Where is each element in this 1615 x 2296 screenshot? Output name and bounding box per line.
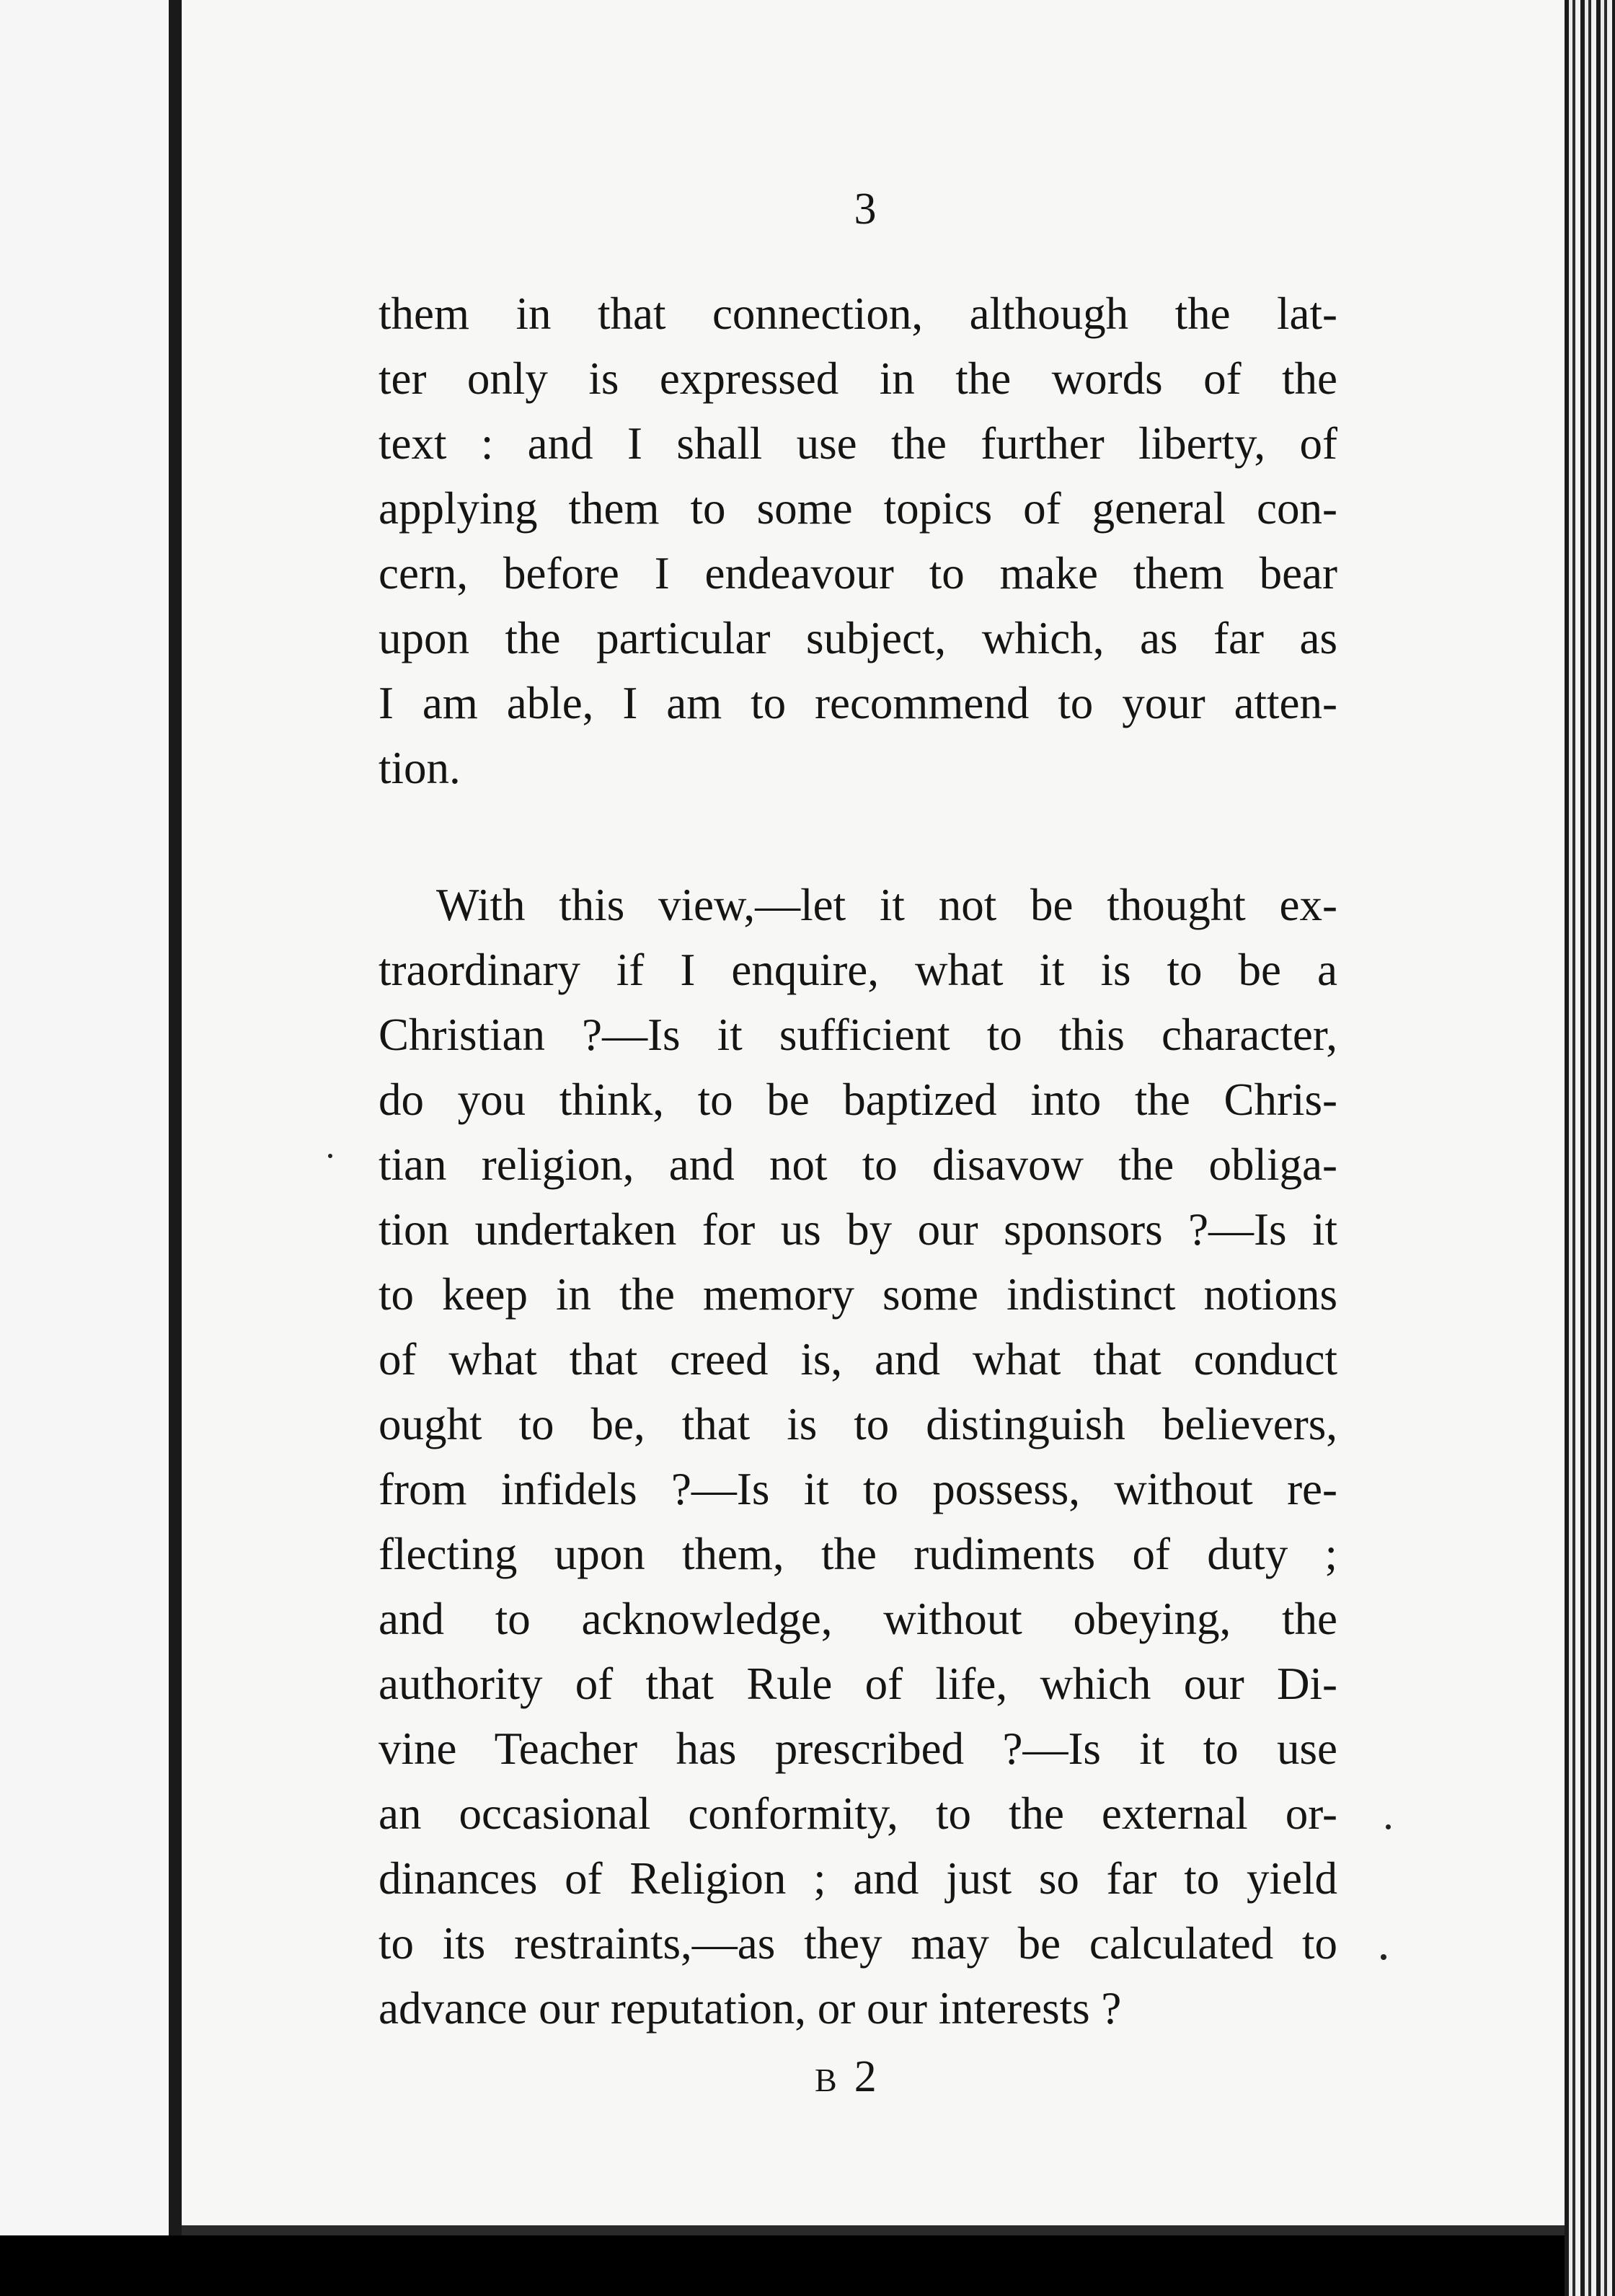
paragraph-2 [379,873,1337,2041]
text-line: vine Teacher has prescribed ?—Is it to use [379,1723,1337,1774]
scan-speck [1381,1954,1386,1960]
text-line: from infidels ?—Is it to possess, without re- [379,1464,1337,1514]
text-line: Christian ?—Is it sufficient to this character, [379,1010,1337,1060]
text-line: flecting upon them, the rudiments of duty ; [379,1529,1337,1579]
scan-border [0,2235,1565,2296]
scan-speck [1386,1824,1391,1829]
paragraph-1 [379,281,1337,800]
text-line: them in that connection, although the lat- [379,288,1337,339]
text-line: upon the particular subject, which, as far as [379,613,1337,663]
signature-mark [815,2052,878,2103]
text-line: advance our reputation, or our interests ? [379,1983,1122,2034]
text-line: tion. [379,743,461,793]
text-line: to its restraints,—as they may be calculated to [379,1918,1337,1969]
text-line: do you think, to be baptized into the Chris- [379,1074,1337,1125]
text-line: dinances of Religion ; and just so far to yield [379,1853,1337,1904]
text-line: traordinary if I enquire, what it is to be a [379,945,1337,995]
signature-number: 2 [854,2052,878,2101]
text-line: an occasional conformity, to the external or- [379,1788,1337,1839]
gutter-shadow [169,0,182,2235]
text-line: With this view,—let it not be thought ex- [436,880,1337,930]
text-line: applying them to some topics of general con- [379,483,1337,534]
text-line: cern, before I endeavour to make them bear [379,548,1337,599]
page-number: 3 [854,185,877,234]
text-line: to keep in the memory some indistinct notions [379,1269,1337,1320]
text-line: ought to be, that is to distinguish believers, [379,1399,1337,1449]
text-line: tian religion, and not to disavow the obliga- [379,1139,1337,1190]
text-line: and to acknowledge, without obeying, the [379,1594,1337,1644]
text-line: authority of that Rule of life, which our Di- [379,1659,1337,1709]
text-line: tion undertaken for us by our sponsors ?—Is it [379,1204,1337,1255]
text-line: of what that creed is, and what that conduct [379,1334,1337,1385]
text-line: text : and I shall use the further liberty, of [379,418,1337,469]
text-line: ter only is expressed in the words of the [379,353,1337,404]
page-stack-edge [1565,0,1615,2296]
signature-letter: B [815,2062,839,2098]
scan-speck [328,1154,332,1158]
text-line: I am able, I am to recommend to your atten- [379,678,1337,728]
facing-page-edge [0,0,169,2235]
